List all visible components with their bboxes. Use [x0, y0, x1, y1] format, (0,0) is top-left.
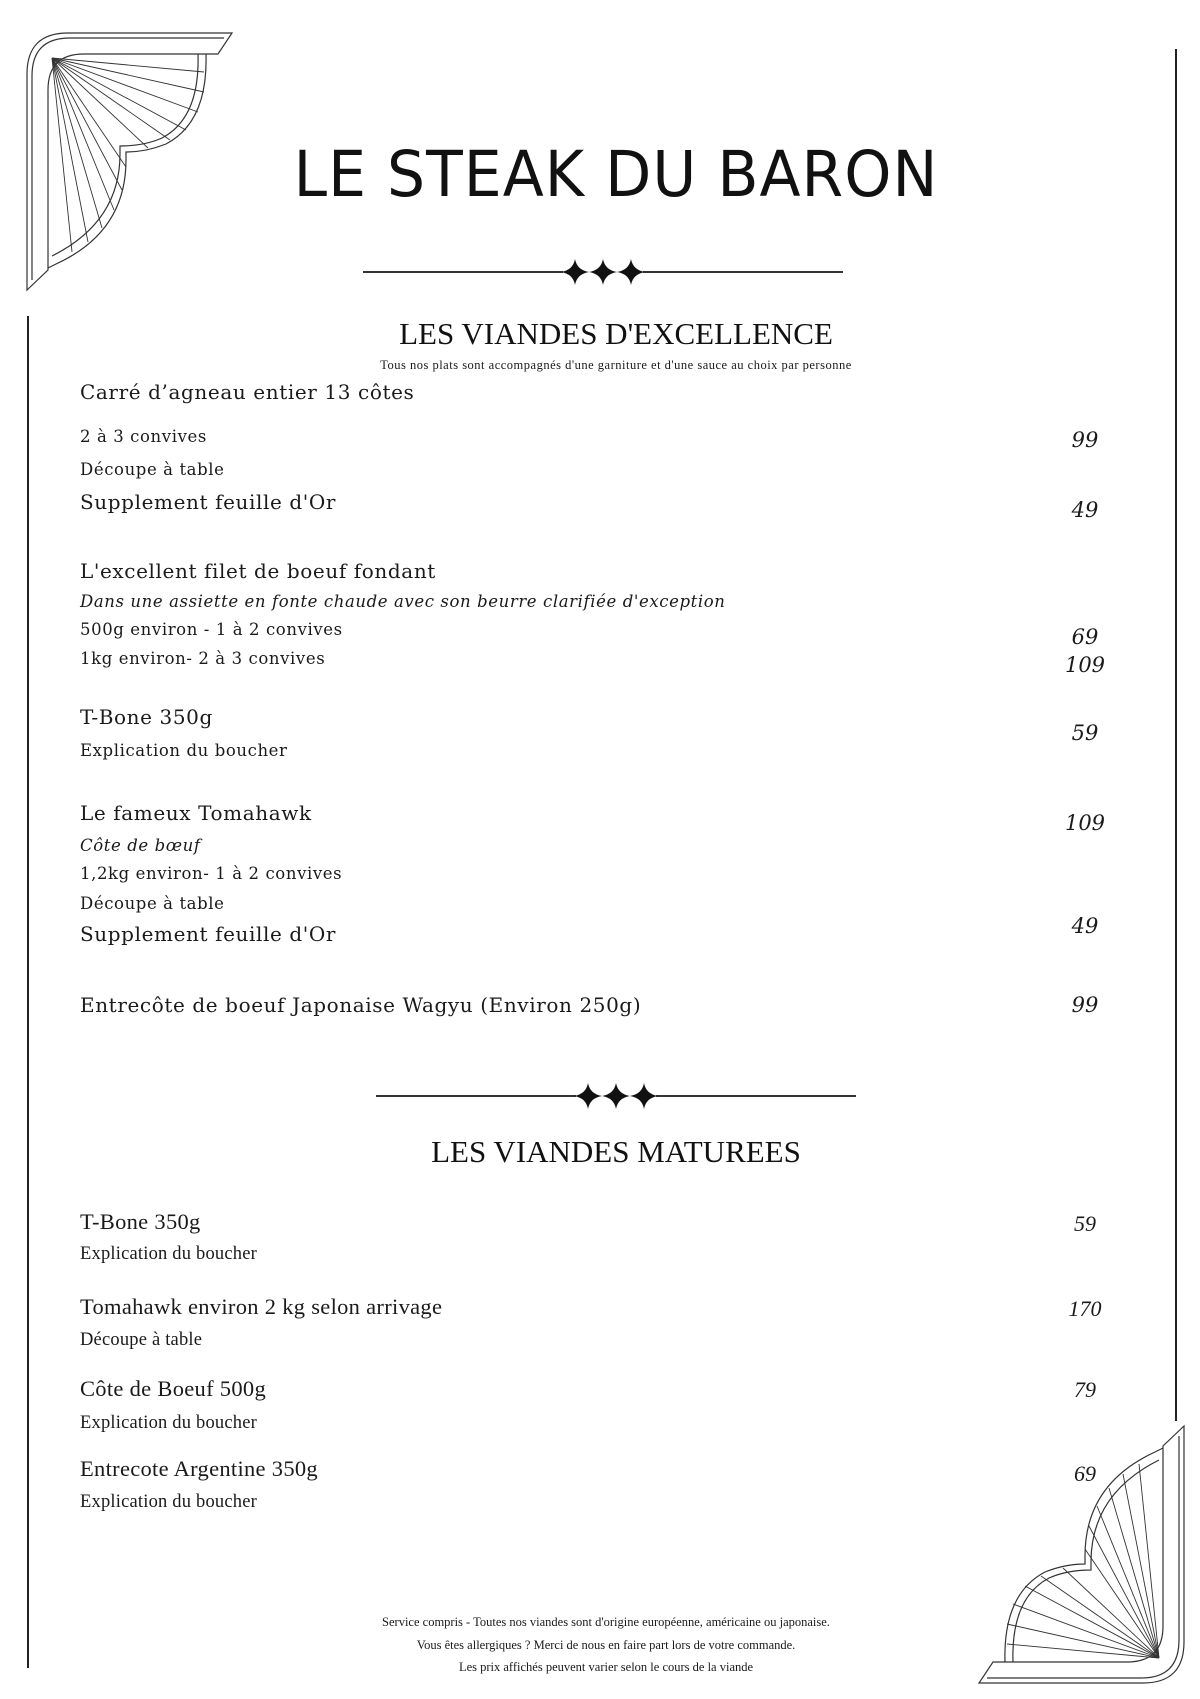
ornamental-divider — [376, 1083, 856, 1109]
menu-item-price: 109 — [1064, 811, 1106, 835]
menu-item-detail: Découpe à table — [80, 460, 225, 479]
menu-item-detail: 2 à 3 convives — [80, 427, 207, 446]
menu-item-supplement: Supplement feuille d'Or — [80, 922, 337, 946]
menu-item-description: Côte de bœuf — [80, 836, 201, 855]
menu-item-price: 59 — [1074, 1211, 1096, 1236]
menu-item-detail: Explication du boucher — [80, 741, 288, 760]
ornamental-divider — [363, 259, 843, 285]
footer-note: Vous êtes allergiques ? Merci de nous en faire part lors de votre commande. — [416, 1638, 796, 1652]
footer-note: Les prix affichés peuvent varier selon le cours de la viande — [458, 1660, 754, 1674]
diamond-stars-icon — [561, 259, 645, 285]
menu-item-detail: Découpe à table — [80, 1330, 203, 1350]
menu-item-name: T-Bone 350g — [80, 705, 213, 729]
menu-item-name: Côte de Boeuf 500g — [80, 1376, 266, 1401]
menu-item-name: T-Bone 350g — [80, 1209, 201, 1234]
menu-item-price: 69 — [1071, 625, 1099, 649]
menu-item-detail: Explication du boucher — [80, 1413, 258, 1433]
footer-note: Service compris - Toutes nos viandes sont d'origine européenne, américaine ou japonaise. — [382, 1615, 830, 1629]
section-subtitle: Tous nos plats sont accompagnés d'une garniture et d'une sauce au choix par personne — [380, 358, 852, 372]
menu-item-price: 49 — [1071, 914, 1099, 938]
menu-item-detail: Explication du boucher — [80, 1244, 258, 1264]
menu-item-detail: 1,2kg environ- 1 à 2 convives — [80, 864, 343, 883]
menu-item-detail: Explication du boucher — [80, 1492, 258, 1512]
menu-item-price: 79 — [1074, 1377, 1096, 1402]
menu-item-name: L'excellent filet de boeuf fondant — [80, 559, 436, 583]
diamond-stars-icon — [574, 1083, 658, 1109]
frame-line-left — [27, 316, 29, 1668]
section-title: LES VIANDES MATUREES — [431, 1134, 801, 1169]
menu-item-name: Entrecôte de boeuf Japonaise Wagyu (Environ 250g) — [80, 993, 642, 1017]
menu-item-name: Tomahawk environ 2 kg selon arrivage — [80, 1294, 443, 1319]
menu-item-detail: 1kg environ- 2 à 3 convives — [80, 649, 326, 668]
menu-item-name: Carré d’agneau entier 13 côtes — [80, 380, 415, 404]
menu-item-price: 49 — [1071, 498, 1099, 522]
menu-item-price: 59 — [1071, 721, 1099, 745]
section-title: LES VIANDES D'EXCELLENCE — [399, 316, 833, 351]
menu-item-name: Le fameux Tomahawk — [80, 801, 312, 825]
frame-line-right — [1175, 49, 1177, 1421]
menu-item-price: 69 — [1074, 1461, 1096, 1486]
menu-item-price: 170 — [1068, 1296, 1102, 1321]
menu-item-detail: 500g environ - 1 à 2 convives — [80, 620, 343, 639]
menu-item-price: 99 — [1071, 428, 1099, 452]
menu-item-price: 99 — [1071, 993, 1099, 1017]
menu-item-price: 109 — [1064, 653, 1106, 677]
menu-item-supplement: Supplement feuille d'Or — [80, 490, 337, 514]
menu-item-detail: Découpe à table — [80, 894, 225, 913]
restaurant-title: LE STEAK DU BARON — [293, 138, 939, 212]
menu-item-name: Entrecote Argentine 350g — [80, 1456, 318, 1481]
menu-item-description: Dans une assiette en fonte chaude avec son beurre clarifiée d'exception — [80, 592, 726, 611]
